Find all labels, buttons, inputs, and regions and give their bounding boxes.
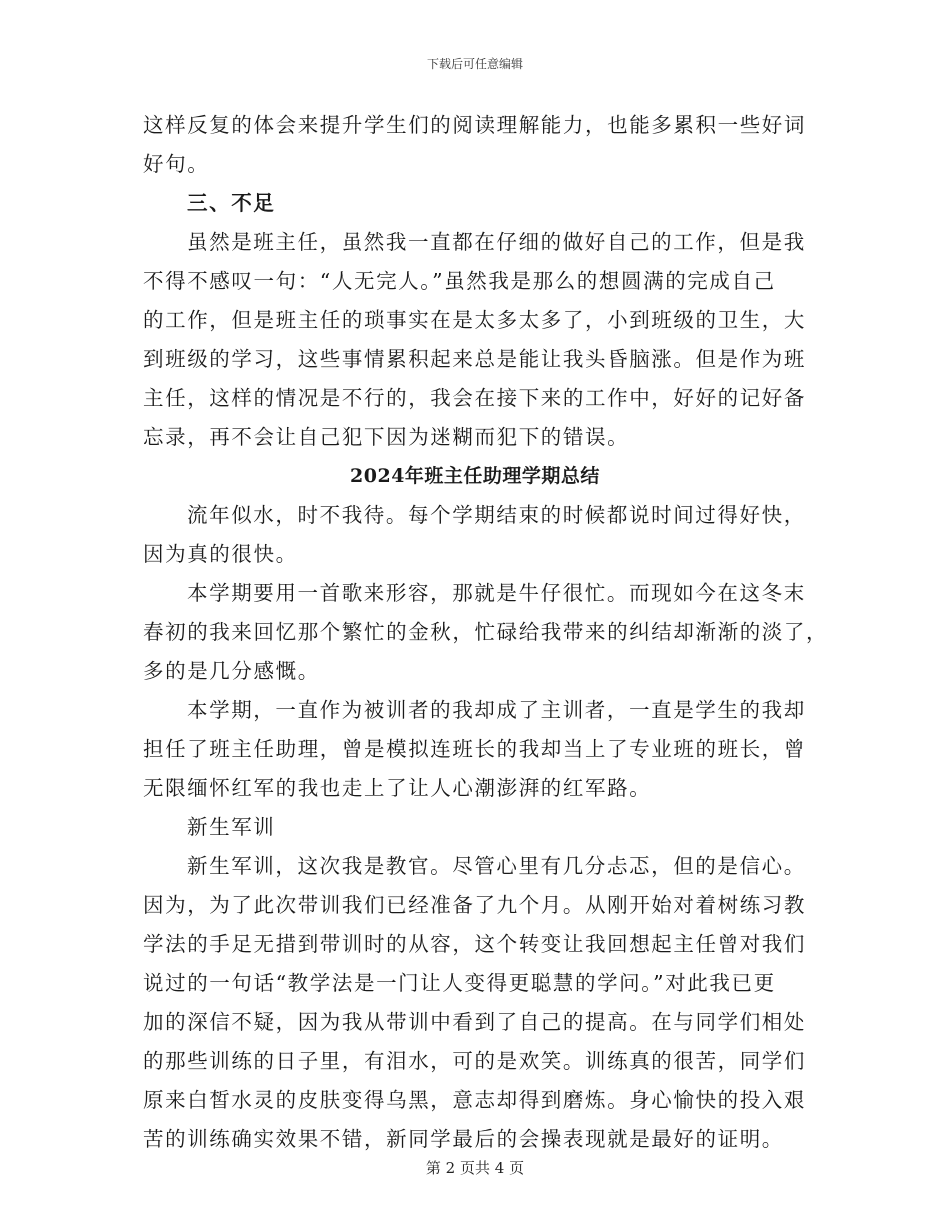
paragraph-line: 的工作，但是班主任的琐事实在是太多太多了，小到班级的卫生，大 — [143, 308, 806, 332]
paragraph-line: 不得不感叹一句：“人无完人。”虽然我是那么的想圆满的完成自己 — [143, 269, 776, 293]
document-body — [143, 106, 829, 1159]
paragraph-line: 忘录，再不会让自己犯下因为迷糊而犯下的错误。 — [143, 425, 630, 449]
paragraph-line: 苦的训练确实效果不错，新同学最后的会操表现就是最好的证明。 — [143, 1127, 784, 1151]
paragraph-line: 说过的一句话“教学法是一门让人变得更聪慧的学问。”对此我已更 — [143, 971, 776, 995]
paragraph-line: 这样反复的体会来提升学生们的阅读理解能力，也能多累积一些好词 — [143, 113, 806, 137]
paragraph-line: 虽然是班主任，虽然我一直都在仔细的做好自己的工作，但是我 — [187, 230, 806, 254]
paragraph-line: 无限缅怀红军的我也走上了让人心潮澎湃的红军路。 — [143, 776, 652, 800]
page-number: 第 2 页共 4 页 — [425, 1159, 525, 1177]
paragraph-line: 的那些训练的日子里，有泪水，可的是欢笑。训练真的很苦，同学们 — [143, 1049, 806, 1073]
paragraph-line: 原来白皙水灵的皮肤变得乌黑，意志却得到磨炼。身心愉快的投入艰 — [143, 1088, 806, 1112]
subsection-heading: 新生军训 — [187, 815, 276, 839]
paragraph-line: 学法的手足无措到带训时的从容，这个转变让我回想起主任曾对我们 — [143, 932, 806, 956]
paragraph-line: 本学期要用一首歌来形容，那就是牛仔很忙。而现如今在这冬末 — [187, 581, 806, 605]
paragraph-line: 本学期，一直作为被训者的我却成了主训者，一直是学生的我却 — [187, 698, 806, 722]
paragraph-line: 多的是几分感慨。 — [143, 659, 320, 683]
paragraph-line: 好句。 — [143, 152, 210, 176]
paragraph-line: 因为真的很快。 — [143, 542, 298, 566]
paragraph-line: 担任了班主任助理，曾是模拟连班长的我却当上了专业班的班长，曾 — [143, 737, 806, 761]
paragraph-line: 春初的我来回忆那个繁忙的金秋，忙碌给我带来的纠结却渐渐的淡了， — [143, 620, 829, 644]
paragraph-line: 主任，这样的情况是不行的，我会在接下来的工作中，好好的记好备 — [143, 386, 806, 410]
paragraph-line: 加的深信不疑，因为我从带训中看到了自己的提高。在与同学们相处 — [143, 1010, 806, 1034]
paragraph-line: 到班级的学习，这些事情累积起来总是能让我头昏脑涨。但是作为班 — [143, 347, 806, 371]
header-note: 下载后可任意编辑 — [426, 57, 523, 71]
paragraph-line: 因为，为了此次带训我们已经准备了九个月。从刚开始对着树练习教 — [143, 893, 806, 917]
paragraph-line: 新生军训，这次我是教官。尽管心里有几分忐忑，但的是信心。 — [187, 854, 806, 878]
section-heading: 三、不足 — [187, 191, 276, 215]
document-title: 2024年班主任助理学期总结 — [350, 465, 600, 487]
paragraph-line: 流年似水，时不我待。每个学期结束的时候都说时间过得好快， — [187, 503, 806, 527]
